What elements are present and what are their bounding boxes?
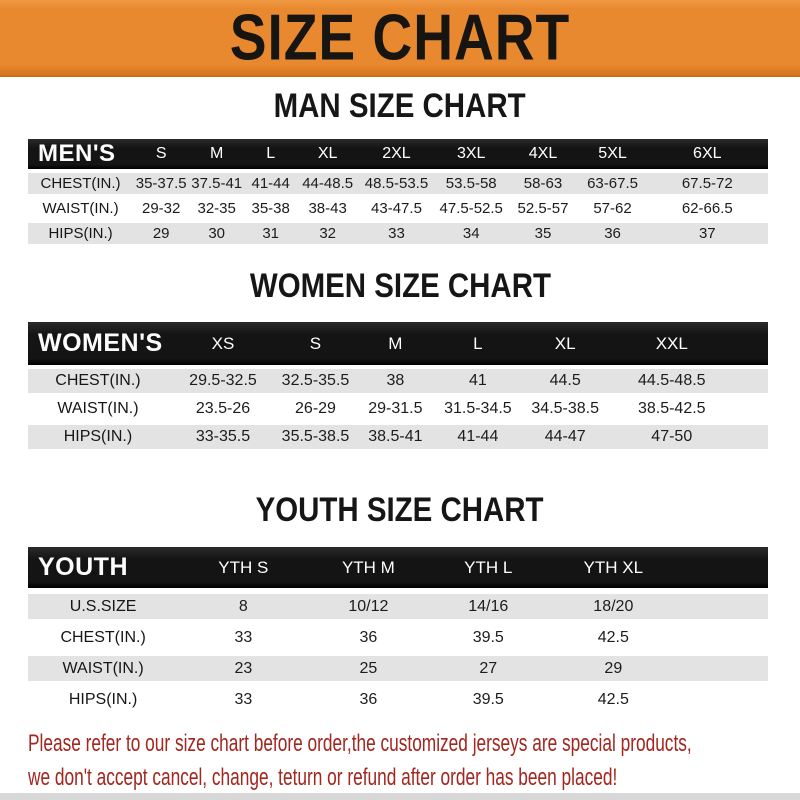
women-row-1 <box>28 369 768 393</box>
youth-row-filler <box>678 656 768 681</box>
men-size-value: 52.5-57 <box>507 198 578 219</box>
men-column-header-4: XL <box>297 139 358 169</box>
men-size-value: 35-37.5 <box>133 173 189 194</box>
men-column-header-9: 6XL <box>647 139 768 169</box>
section-heading-youth <box>0 492 800 528</box>
men-size-value: 48.5-53.5 <box>358 173 435 194</box>
youth-size-value: 27 <box>428 656 548 681</box>
women-column-header-2: S <box>278 322 353 365</box>
men-size-value: 38-43 <box>297 198 358 219</box>
men-column-header-7: 4XL <box>507 139 578 169</box>
youth-row-label: HIPS(IN.) <box>28 687 178 712</box>
youth-row-1 <box>28 594 768 619</box>
women-size-value: 34.5-38.5 <box>518 397 613 421</box>
youth-size-value: 29 <box>548 656 678 681</box>
men-size-value: 47.5-52.5 <box>435 198 508 219</box>
men-size-value: 58-63 <box>507 173 578 194</box>
youth-row-filler <box>678 594 768 619</box>
men-size-value: 37 <box>647 223 768 244</box>
men-column-header-3: L <box>244 139 297 169</box>
men-size-value: 34 <box>435 223 508 244</box>
women-heading-text: WOMEN SIZE CHART <box>249 266 551 305</box>
men-column-header-1: S <box>133 139 189 169</box>
men-size-value: 32-35 <box>189 198 244 219</box>
youth-size-value: 39.5 <box>428 625 548 650</box>
women-row-label: CHEST(IN.) <box>28 369 168 393</box>
youth-table-title: YOUTH <box>28 547 178 588</box>
men-size-value: 32 <box>297 223 358 244</box>
women-size-value: 35.5-38.5 <box>278 425 353 449</box>
women-size-value: 38.5-42.5 <box>613 397 731 421</box>
youth-size-table <box>28 541 768 718</box>
youth-row-label: U.S.SIZE <box>28 594 178 619</box>
youth-size-value: 39.5 <box>428 687 548 712</box>
women-row-3 <box>28 425 768 449</box>
men-size-value: 63-67.5 <box>579 173 647 194</box>
men-column-header-8: 5XL <box>579 139 647 169</box>
women-row-filler <box>731 397 768 421</box>
youth-size-value: 8 <box>178 594 308 619</box>
footer-note-line1: Please refer to our size chart before order,the customized jerseys are special products, <box>28 730 692 757</box>
youth-size-value: 33 <box>178 625 308 650</box>
women-size-value: 26-29 <box>278 397 353 421</box>
men-column-header-2: M <box>189 139 244 169</box>
women-row-filler <box>731 369 768 393</box>
youth-size-value: 33 <box>178 687 308 712</box>
section-heading-men <box>0 88 800 124</box>
youth-header-row <box>28 547 768 588</box>
women-size-value: 31.5-34.5 <box>438 397 518 421</box>
women-size-value: 44.5 <box>518 369 613 393</box>
women-column-header-1: XS <box>168 322 278 365</box>
youth-header-filler <box>678 547 768 588</box>
youth-size-value: 36 <box>308 625 428 650</box>
youth-column-header-1: YTH S <box>178 547 308 588</box>
men-size-value: 30 <box>189 223 244 244</box>
women-size-value: 29.5-32.5 <box>168 369 278 393</box>
youth-row-4 <box>28 687 768 712</box>
women-size-value: 38.5-41 <box>353 425 438 449</box>
youth-heading-text: YOUTH SIZE CHART <box>256 490 544 529</box>
banner <box>0 0 800 77</box>
women-size-value: 38 <box>353 369 438 393</box>
women-row-label: WAIST(IN.) <box>28 397 168 421</box>
youth-row-filler <box>678 625 768 650</box>
men-row-2 <box>28 198 768 219</box>
youth-size-value: 23 <box>178 656 308 681</box>
banner-title: SIZE CHART <box>229 1 571 74</box>
men-size-value: 31 <box>244 223 297 244</box>
men-header-row <box>28 139 768 169</box>
women-header-filler <box>731 322 768 365</box>
women-size-value: 44-47 <box>518 425 613 449</box>
men-size-value: 57-62 <box>579 198 647 219</box>
youth-column-header-2: YTH M <box>308 547 428 588</box>
men-size-value: 37.5-41 <box>191 175 243 192</box>
men-size-value: 53.5-58 <box>435 173 508 194</box>
men-table-title: MEN'S <box>28 139 133 169</box>
men-size-value: 43-47.5 <box>358 198 435 219</box>
youth-row-label: WAIST(IN.) <box>28 656 178 681</box>
women-size-value: 41 <box>438 369 518 393</box>
section-heading-women <box>0 268 800 304</box>
men-size-value: 29 <box>133 223 189 244</box>
men-column-header-5: 2XL <box>358 139 435 169</box>
women-column-header-6: XXL <box>613 322 731 365</box>
men-size-value: 35-38 <box>244 198 297 219</box>
men-row-1 <box>28 173 768 194</box>
men-row-label: WAIST(IN.) <box>28 198 133 219</box>
youth-size-value: 18/20 <box>548 594 678 619</box>
women-size-value: 47-50 <box>613 425 731 449</box>
men-size-value: 35 <box>507 223 578 244</box>
men-size-value: 33 <box>358 223 435 244</box>
youth-column-header-3: YTH L <box>428 547 548 588</box>
youth-column-header-4: YTH XL <box>548 547 678 588</box>
men-size-value: 29-32 <box>133 198 189 219</box>
women-column-header-5: XL <box>518 322 613 365</box>
men-heading-text: MAN SIZE CHART <box>274 86 526 125</box>
women-column-header-3: M <box>353 322 438 365</box>
footer-note-line2: we don't accept cancel, change, teturn or refund after order has been placed! <box>28 764 618 791</box>
youth-row-2 <box>28 625 768 650</box>
women-size-value: 23.5-26 <box>168 397 278 421</box>
youth-size-value: 10/12 <box>308 594 428 619</box>
women-size-value: 32.5-35.5 <box>278 369 353 393</box>
women-size-value: 33-35.5 <box>168 425 278 449</box>
women-size-value: 29-31.5 <box>353 397 438 421</box>
women-row-filler <box>731 425 768 449</box>
men-row-label: CHEST(IN.) <box>28 173 133 194</box>
youth-row-filler <box>678 687 768 712</box>
men-size-value: 67.5-72 <box>647 173 768 194</box>
youth-size-value: 14/16 <box>428 594 548 619</box>
women-header-row <box>28 322 768 365</box>
youth-size-value: 25 <box>308 656 428 681</box>
men-size-value: 41-44 <box>244 173 297 194</box>
youth-size-value: 42.5 <box>548 687 678 712</box>
men-size-value: 36 <box>579 223 647 244</box>
youth-row-label: CHEST(IN.) <box>28 625 178 650</box>
women-size-value: 44.5-48.5 <box>613 369 731 393</box>
women-row-label: HIPS(IN.) <box>28 425 168 449</box>
women-table-title: WOMEN'S <box>28 322 168 365</box>
men-size-value: 44-48.5 <box>297 173 358 194</box>
men-size-value: 62-66.5 <box>647 198 768 219</box>
men-row-label: HIPS(IN.) <box>28 223 133 244</box>
youth-size-value: 42.5 <box>548 625 678 650</box>
women-size-table <box>28 318 768 453</box>
women-row-2 <box>28 397 768 421</box>
youth-row-3 <box>28 656 768 681</box>
men-size-table <box>28 135 768 248</box>
youth-size-value: 36 <box>308 687 428 712</box>
men-row-3 <box>28 223 768 244</box>
women-size-value: 41-44 <box>438 425 518 449</box>
bottom-border-strip <box>0 793 800 800</box>
women-column-header-4: L <box>438 322 518 365</box>
men-column-header-6: 3XL <box>435 139 508 169</box>
